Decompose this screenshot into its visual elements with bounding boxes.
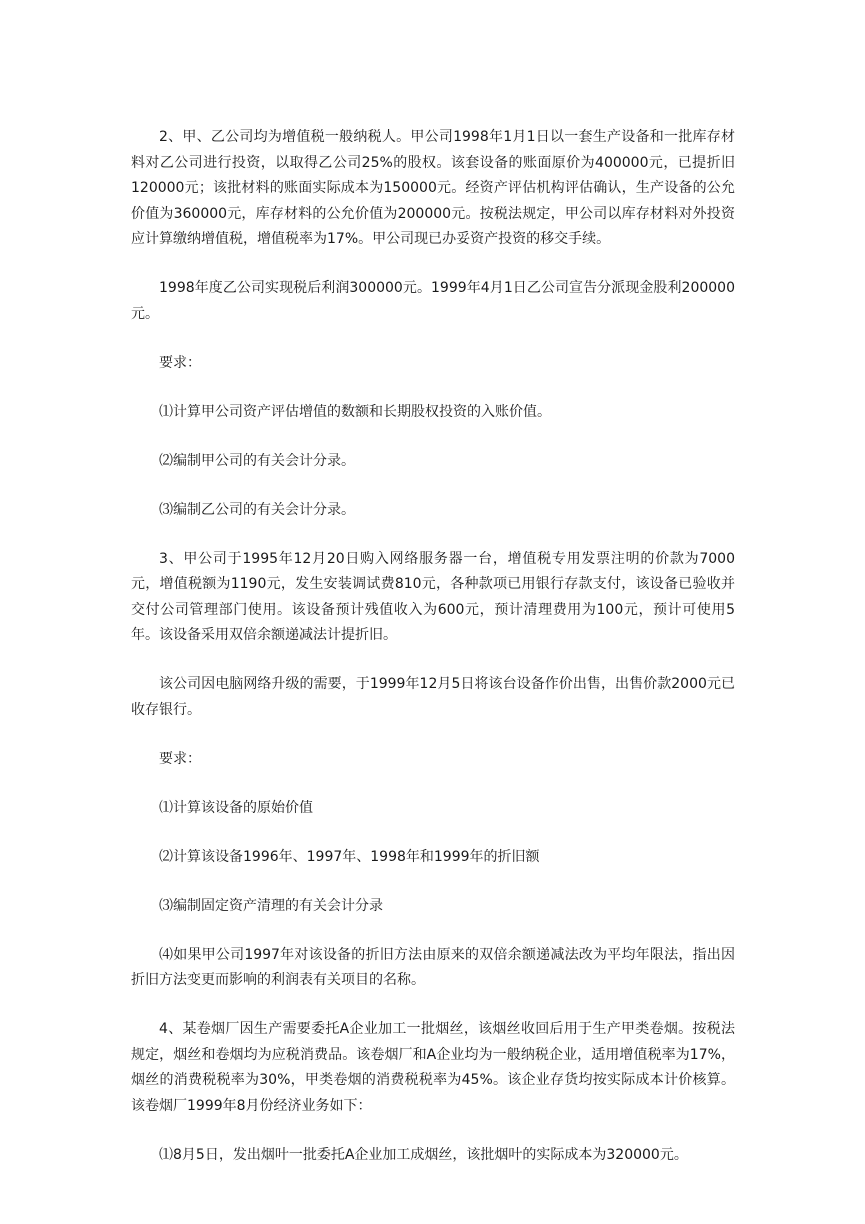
question-2-requirement-2: ⑵编制甲公司的有关会计分录。 bbox=[159, 452, 355, 469]
question-3-requirements-heading: 要求： bbox=[159, 750, 201, 767]
question-2-profit-info: 1998年度乙公司实现税后利润300000元。1999年4月1日乙公司宣告分派现金股利200000元。 bbox=[131, 280, 735, 322]
question-3-requirement-4: ⑷如果甲公司1997年对该设备的折旧方法由原来的双倍余额递减法改为平均年限法，指出因折旧方法变更而影响的利润表有关项目的名称。 bbox=[131, 946, 735, 988]
question-4-item-1: ⑴8月5日，发出烟叶一批委托A企业加工成烟丝，该批烟叶的实际成本为320000元。 bbox=[159, 1146, 688, 1163]
question-3-requirement-1: ⑴计算该设备的原始价值 bbox=[159, 799, 313, 816]
question-2-requirement-1: ⑴计算甲公司资产评估增值的数额和长期股权投资的入账价值。 bbox=[159, 403, 551, 420]
question-3-sale-info: 该公司因电脑网络升级的需要，于1999年12月5日将该台设备作价出售，出售价款2000元已收存银行。 bbox=[131, 676, 735, 718]
question-3-requirement-2: ⑵计算该设备1996年、1997年、1998年和1999年的折旧额 bbox=[159, 848, 540, 865]
question-2-intro: 2、甲、乙公司均为增值税一般纳税人。甲公司1998年1月1日以一套生产设备和一批库存材料对乙公司进行投资，以取得乙公司25%的股权。该套设备的账面原价为400000元，已提折旧120000元；该批材料的账面实际成本为150000元。经资产评估机构评估确认，生产设备的公允价值为360000元，库存材料的公允价值为200000元。按税法规定，甲公司以库存材料对外投资应计算缴纳增值税，增值税率为17%。甲公司现已办妥资产投资的移交手续。 bbox=[131, 129, 735, 247]
question-3-requirement-3: ⑶编制固定资产清理的有关会计分录 bbox=[159, 897, 383, 914]
document-body bbox=[131, 125, 735, 1192]
question-4-intro: 4、某卷烟厂因生产需要委托A企业加工一批烟丝，该烟丝收回后用于生产甲类卷烟。按税法规定，烟丝和卷烟均为应税消费品。该卷烟厂和A企业均为一般纳税企业，适用增值税率为17%，烟丝的消费税税率为30%，甲类卷烟的消费税税率为45%。该企业存货均按实际成本计价核算。该卷烟厂1999年8月份经济业务如下： bbox=[131, 1021, 735, 1114]
question-3-intro: 3、甲公司于1995年12月20日购入网络服务器一台，增值税专用发票注明的价款为7000元，增值税额为1190元，发生安装调试费810元，各种款项已用银行存款支付，该设备已验收并交付公司管理部门使用。该设备预计残值收入为600元，预计清理费用为100元，预计可使用5年。该设备采用双倍余额递减法计提折旧。 bbox=[131, 550, 735, 643]
question-2-requirement-3: ⑶编制乙公司的有关会计分录。 bbox=[159, 501, 355, 518]
question-2-requirements-heading: 要求： bbox=[159, 354, 201, 371]
